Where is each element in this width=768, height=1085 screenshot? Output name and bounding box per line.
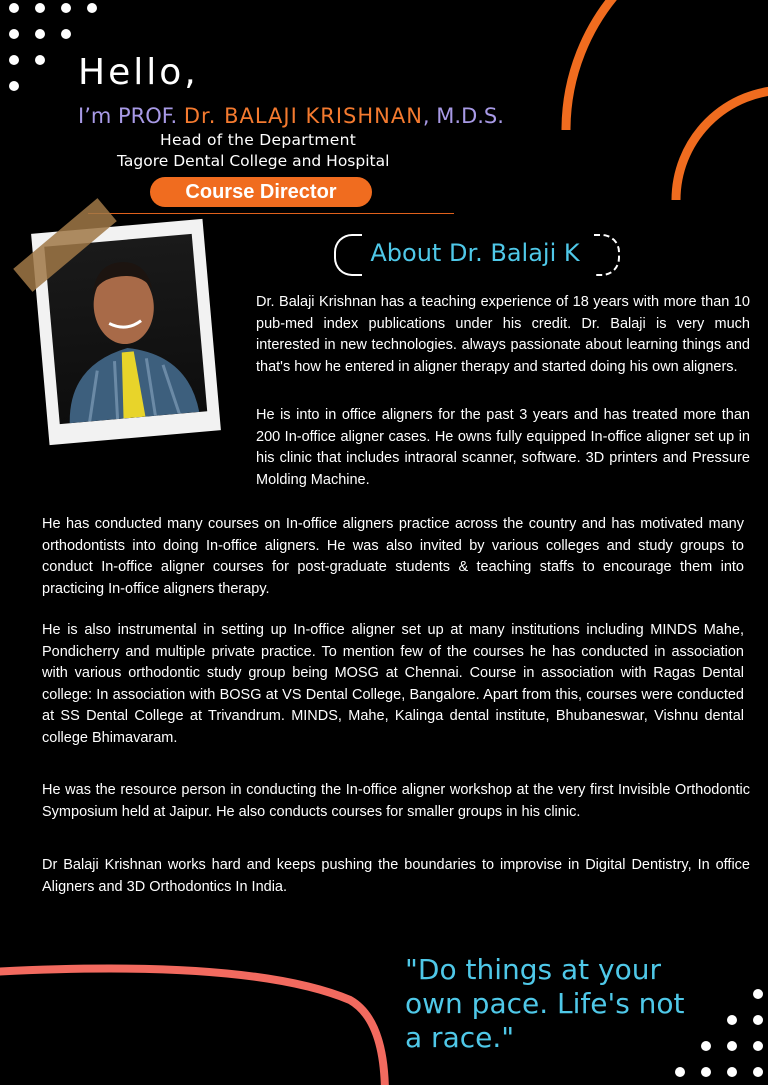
about-paragraph-4: He is also instrumental in setting up In-office aligner set up at many institutions including MINDS Mahe, Pondicherry and multiple private practice. To mention few of the courses he has conducted in association with various orthodontic study group being MOSG at Chennai. Course in association with Ragas Dental college: In association with BOSG at VS Dental College, Bangalore. Apart from this, courses were conducted at SS Dental College at Trivandrum. MINDS, Mahe, Kalinga dental institute, Bhubaneswar, Vishnu dental college Bhimavaram. — [42, 622, 744, 746]
degree: , M.D.S. — [422, 104, 504, 128]
position-title: Head of the Department — [160, 131, 357, 149]
name-line — [78, 104, 504, 128]
college-name: Tagore Dental College and Hospital — [117, 152, 390, 170]
name-prefix: I’m PROF. — [78, 104, 184, 128]
orange-arc-top-right — [566, 0, 768, 200]
about-paragraph-2: He is into in office aligners for the past 3 years and has treated more than 200 In-office aligner cases. He owns fully equipped In-office aligner set up in his clinic that includes intraoral scanner, software. 3D printers and Pressure Molding Machine. — [256, 407, 750, 488]
about-title: About Dr. Balaji K — [370, 239, 580, 267]
greeting-heading: Hello, — [78, 52, 199, 93]
coral-curve-bottom-left — [0, 969, 385, 1085]
divider-line — [88, 213, 454, 214]
motivational-quote: "Do things at your own pace. Life's not a race." — [405, 953, 685, 1054]
doctor-name: Dr. BALAJI KRISHNAN — [183, 104, 423, 128]
portrait-illustration — [44, 234, 207, 424]
about-paragraph-3: He has conducted many courses on In-office aligners practice across the country and has motivated many orthodontists into doing In-office aligners. He was also invited by various colleges and study groups to conduct In-office aligner courses for post-graduate students & teaching staffs to encourage them into practicing In-office aligners therapy. — [42, 516, 744, 597]
about-paragraph-1: Dr. Balaji Krishnan has a teaching experience of 18 years with more than 10 pub-med index publications under his credit. Dr. Balaji is very much interested in new technologies. always passionate about learning things and that's how he entered in aligner therapy and started doing his own aligners. — [256, 294, 750, 375]
about-paragraph-5: He was the resource person in conducting the In-office aligner workshop at the very first Invisible Orthodontic Symposium held at Jaipur. He also conducts courses for smaller groups in his clinic. — [42, 782, 750, 820]
course-director-badge: Course Director — [150, 177, 372, 207]
about-paragraph-6: Dr Balaji Krishnan works hard and keeps pushing the boundaries to improvise in Digital Dentistry, In office Aligners and 3D Orthodontics In India. — [42, 857, 750, 895]
portrait-photo — [44, 234, 207, 424]
